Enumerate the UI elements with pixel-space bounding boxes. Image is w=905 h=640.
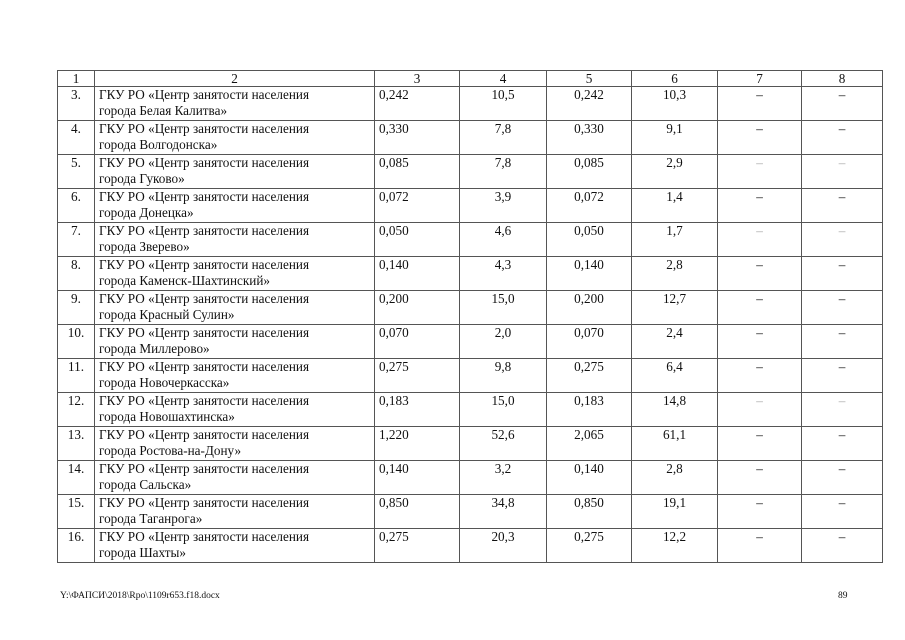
organization-name-line-1: ГКУ РО «Центр занятости населения — [99, 495, 310, 510]
organization-name-cell — [95, 189, 375, 223]
organization-name-line-1: ГКУ РО «Центр занятости населения — [99, 325, 310, 340]
value-cell-col7: – — [718, 495, 802, 529]
row-number-cell: 5. — [58, 155, 95, 189]
row-number-cell: 7. — [58, 223, 95, 257]
header-cell: 3 — [375, 71, 460, 87]
table-row — [58, 495, 883, 529]
value-cell-col7: – — [718, 121, 802, 155]
value-cell-col6: 1,4 — [632, 189, 718, 223]
value-cell-col7: – — [718, 291, 802, 325]
value-cell-col3: 0,072 — [375, 189, 460, 223]
value-cell-col7: – — [718, 461, 802, 495]
header-cell: 2 — [95, 71, 375, 87]
table-row — [58, 427, 883, 461]
value-cell-col4: 3,9 — [460, 189, 547, 223]
value-cell-col8: – — [802, 427, 883, 461]
value-cell-col3: 0,850 — [375, 495, 460, 529]
table-row — [58, 155, 883, 189]
organization-name-line-1: ГКУ РО «Центр занятости населения — [99, 359, 310, 374]
value-cell-col6: 9,1 — [632, 121, 718, 155]
header-cell: 1 — [58, 71, 95, 87]
organization-name-line-2: города Сальска» — [99, 476, 192, 492]
value-cell-col8: – — [802, 461, 883, 495]
organization-name-cell — [95, 223, 375, 257]
organization-name-cell — [95, 121, 375, 155]
value-cell-col3: 0,140 — [375, 257, 460, 291]
value-cell-col3: 0,085 — [375, 155, 460, 189]
table-row — [58, 461, 883, 495]
value-cell-col3: 1,220 — [375, 427, 460, 461]
data-table — [57, 70, 883, 563]
organization-name-cell — [95, 291, 375, 325]
header-cell: 6 — [632, 71, 718, 87]
organization-name-line-1: ГКУ РО «Центр занятости населения — [99, 461, 310, 476]
value-cell-col5: 0,330 — [547, 121, 632, 155]
value-cell-col7: – — [718, 325, 802, 359]
value-cell-col8: – — [802, 495, 883, 529]
header-cell: 8 — [802, 71, 883, 87]
value-cell-col8: – — [802, 257, 883, 291]
organization-name-line-2: города Новочеркасска» — [99, 374, 230, 390]
value-cell-col4: 7,8 — [460, 155, 547, 189]
value-cell-col3: 0,050 — [375, 223, 460, 257]
value-cell-col7: – — [718, 223, 802, 257]
value-cell-col4: 10,5 — [460, 87, 547, 121]
organization-name-line-2: города Волгодонска» — [99, 136, 218, 152]
header-row — [58, 71, 883, 87]
value-cell-col6: 2,8 — [632, 257, 718, 291]
value-cell-col8: – — [802, 189, 883, 223]
table-row — [58, 189, 883, 223]
value-cell-col8: – — [802, 325, 883, 359]
value-cell-col5: 0,085 — [547, 155, 632, 189]
table-row — [58, 257, 883, 291]
organization-name-line-1: ГКУ РО «Центр занятости населения — [99, 87, 310, 102]
row-number-cell: 4. — [58, 121, 95, 155]
organization-name-cell — [95, 461, 375, 495]
row-number-cell: 12. — [58, 393, 95, 427]
organization-name-line-1: ГКУ РО «Центр занятости населения — [99, 291, 310, 306]
value-cell-col4: 7,8 — [460, 121, 547, 155]
value-cell-col3: 0,140 — [375, 461, 460, 495]
footer-page-number: 89 — [838, 591, 848, 601]
organization-name-cell — [95, 325, 375, 359]
value-cell-col8: – — [802, 223, 883, 257]
table-row — [58, 359, 883, 393]
table-row — [58, 325, 883, 359]
value-cell-col6: 14,8 — [632, 393, 718, 427]
organization-name-line-1: ГКУ РО «Центр занятости населения — [99, 393, 310, 408]
organization-name-line-2: города Новошахтинска» — [99, 408, 235, 424]
organization-name-cell — [95, 257, 375, 291]
value-cell-col7: – — [718, 155, 802, 189]
organization-name-line-2: города Таганрога» — [99, 510, 203, 526]
table-row — [58, 529, 883, 563]
value-cell-col8: – — [802, 529, 883, 563]
organization-name-line-2: города Донецка» — [99, 204, 194, 220]
organization-name-line-1: ГКУ РО «Центр занятости населения — [99, 155, 310, 170]
organization-name-line-2: города Красный Сулин» — [99, 306, 235, 322]
organization-name-line-2: города Шахты» — [99, 544, 186, 560]
organization-name-line-2: города Миллерово» — [99, 340, 210, 356]
value-cell-col8: – — [802, 359, 883, 393]
value-cell-col4: 4,6 — [460, 223, 547, 257]
organization-name-cell — [95, 87, 375, 121]
value-cell-col3: 0,200 — [375, 291, 460, 325]
value-cell-col5: 0,275 — [547, 359, 632, 393]
value-cell-col8: – — [802, 155, 883, 189]
value-cell-col4: 15,0 — [460, 393, 547, 427]
organization-name-cell — [95, 393, 375, 427]
value-cell-col7: – — [718, 393, 802, 427]
value-cell-col6: 2,9 — [632, 155, 718, 189]
value-cell-col3: 0,242 — [375, 87, 460, 121]
value-cell-col6: 61,1 — [632, 427, 718, 461]
value-cell-col6: 12,7 — [632, 291, 718, 325]
table-row — [58, 223, 883, 257]
table-row — [58, 87, 883, 121]
value-cell-col6: 2,8 — [632, 461, 718, 495]
organization-name-cell — [95, 495, 375, 529]
organization-name-cell — [95, 359, 375, 393]
value-cell-col3: 0,275 — [375, 359, 460, 393]
value-cell-col8: – — [802, 121, 883, 155]
value-cell-col8: – — [802, 291, 883, 325]
value-cell-col5: 2,065 — [547, 427, 632, 461]
header-cell: 5 — [547, 71, 632, 87]
value-cell-col7: – — [718, 359, 802, 393]
value-cell-col6: 12,2 — [632, 529, 718, 563]
row-number-cell: 14. — [58, 461, 95, 495]
row-number-cell: 13. — [58, 427, 95, 461]
header-cell: 7 — [718, 71, 802, 87]
value-cell-col5: 0,140 — [547, 461, 632, 495]
row-number-cell: 16. — [58, 529, 95, 563]
table-row — [58, 291, 883, 325]
value-cell-col7: – — [718, 529, 802, 563]
value-cell-col3: 0,275 — [375, 529, 460, 563]
organization-name-line-1: ГКУ РО «Центр занятости населения — [99, 257, 310, 272]
organization-name-cell — [95, 155, 375, 189]
value-cell-col5: 0,140 — [547, 257, 632, 291]
row-number-cell: 6. — [58, 189, 95, 223]
value-cell-col4: 34,8 — [460, 495, 547, 529]
value-cell-col4: 2,0 — [460, 325, 547, 359]
value-cell-col5: 0,850 — [547, 495, 632, 529]
organization-name-line-1: ГКУ РО «Центр занятости населения — [99, 427, 310, 442]
value-cell-col6: 1,7 — [632, 223, 718, 257]
value-cell-col4: 15,0 — [460, 291, 547, 325]
value-cell-col3: 0,183 — [375, 393, 460, 427]
value-cell-col7: – — [718, 427, 802, 461]
organization-name-line-2: города Ростова-на-Дону» — [99, 442, 242, 458]
value-cell-col4: 9,8 — [460, 359, 547, 393]
footer-file-path: Y:\ФАПСИ\2018\Rpo\1109r653.f18.docx — [60, 591, 220, 601]
value-cell-col7: – — [718, 189, 802, 223]
value-cell-col6: 6,4 — [632, 359, 718, 393]
header-cell: 4 — [460, 71, 547, 87]
row-number-cell: 9. — [58, 291, 95, 325]
value-cell-col5: 0,200 — [547, 291, 632, 325]
organization-name-line-1: ГКУ РО «Центр занятости населения — [99, 529, 310, 544]
value-cell-col7: – — [718, 87, 802, 121]
row-number-cell: 8. — [58, 257, 95, 291]
table-row — [58, 393, 883, 427]
value-cell-col4: 3,2 — [460, 461, 547, 495]
value-cell-col4: 20,3 — [460, 529, 547, 563]
row-number-cell: 10. — [58, 325, 95, 359]
value-cell-col3: 0,330 — [375, 121, 460, 155]
table-row — [58, 121, 883, 155]
organization-name-line-1: ГКУ РО «Центр занятости населения — [99, 189, 310, 204]
row-number-cell: 11. — [58, 359, 95, 393]
organization-name-cell — [95, 427, 375, 461]
value-cell-col8: – — [802, 393, 883, 427]
organization-name-line-2: города Белая Калитва» — [99, 102, 228, 118]
value-cell-col6: 10,3 — [632, 87, 718, 121]
value-cell-col8: – — [802, 87, 883, 121]
value-cell-col6: 19,1 — [632, 495, 718, 529]
value-cell-col5: 0,242 — [547, 87, 632, 121]
organization-name-line-1: ГКУ РО «Центр занятости населения — [99, 223, 310, 238]
value-cell-col5: 0,050 — [547, 223, 632, 257]
organization-name-cell — [95, 529, 375, 563]
organization-name-line-2: города Зверево» — [99, 238, 190, 254]
value-cell-col5: 0,072 — [547, 189, 632, 223]
value-cell-col7: – — [718, 257, 802, 291]
organization-name-line-1: ГКУ РО «Центр занятости населения — [99, 121, 310, 136]
value-cell-col4: 52,6 — [460, 427, 547, 461]
value-cell-col5: 0,183 — [547, 393, 632, 427]
value-cell-col5: 0,070 — [547, 325, 632, 359]
row-number-cell: 3. — [58, 87, 95, 121]
organization-name-line-2: города Каменск-Шахтинский» — [99, 272, 270, 288]
value-cell-col5: 0,275 — [547, 529, 632, 563]
row-number-cell: 15. — [58, 495, 95, 529]
value-cell-col6: 2,4 — [632, 325, 718, 359]
value-cell-col4: 4,3 — [460, 257, 547, 291]
value-cell-col3: 0,070 — [375, 325, 460, 359]
organization-name-line-2: города Гуково» — [99, 170, 185, 186]
